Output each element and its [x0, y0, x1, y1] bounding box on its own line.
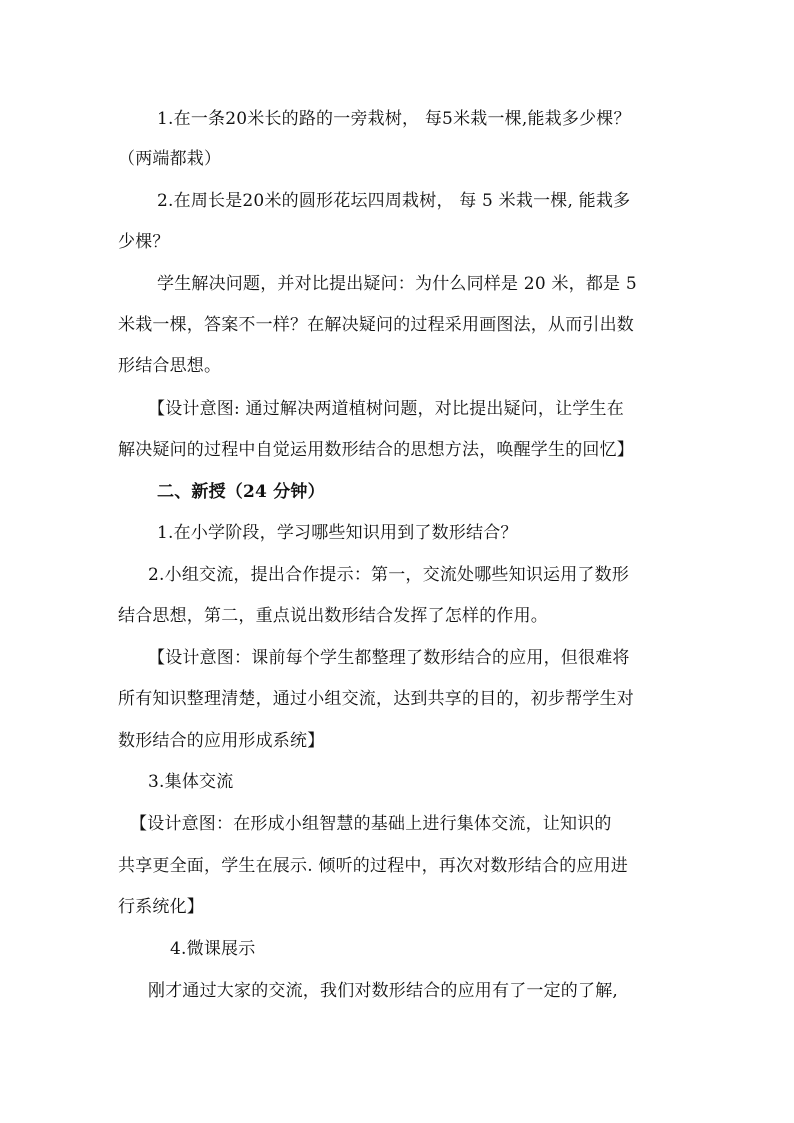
paragraph-line: 4.微课展示: [170, 939, 256, 959]
section-heading: 二、新授（24 分钟）: [157, 482, 325, 502]
paragraph-line: （两端都栽）: [118, 149, 222, 169]
design-intent-line: 共享更全面，学生在展示. 倾听的过程中，再次对数形结合的应用进: [118, 856, 629, 876]
paragraph-line: 米栽一棵，答案不一样？在解决疑问的过程采用画图法，从而引出数: [118, 315, 634, 335]
paragraph-line: 形结合思想。: [118, 356, 222, 376]
design-intent-line: 【设计意图：课前每个学生都整理了数形结合的应用，但很难将: [148, 648, 630, 668]
paragraph-line: 3.集体交流: [148, 772, 234, 792]
design-intent-line: 【设计意图: 通过解决两道植树问题，对比提出疑问，让学生在: [148, 399, 624, 419]
paragraph-line: 刚才通过大家的交流，我们对数形结合的应用有了一定的了解,: [148, 981, 619, 1001]
paragraph-line: 2.在周长是20米的圆形花坛四周栽树， 每 5 米栽一棵, 能栽多: [157, 191, 631, 211]
design-intent-line: 行系统化】: [118, 897, 204, 917]
paragraph-line: 学生解决问题，并对比提出疑问：为什么同样是 20 米，都是 5: [157, 274, 637, 294]
paragraph-line: 少棵？: [118, 232, 170, 252]
paragraph-line: 1.在小学阶段，学习哪些知识用到了数形结合？: [157, 523, 518, 543]
paragraph-line: 1.在一条20米长的路的一旁栽树， 每5米栽一棵,能栽多少棵？: [157, 109, 631, 129]
paragraph-line: 结合思想，第二，重点说出数形结合发挥了怎样的作用。: [118, 606, 548, 626]
design-intent-line: 解决疑问的过程中自觉运用数形结合的思想方法，唤醒学生的回忆】: [118, 440, 634, 460]
design-intent-line: 【设计意图：在形成小组智慧的基础上进行集体交流，让知识的: [130, 814, 612, 834]
paragraph-line: 2.小组交流，提出合作提示：第一，交流处哪些知识运用了数形: [148, 565, 630, 585]
design-intent-line: 数形结合的应用形成系统】: [118, 731, 325, 751]
design-intent-line: 所有知识整理清楚，通过小组交流，达到共享的目的，初步帮学生对: [118, 689, 634, 709]
